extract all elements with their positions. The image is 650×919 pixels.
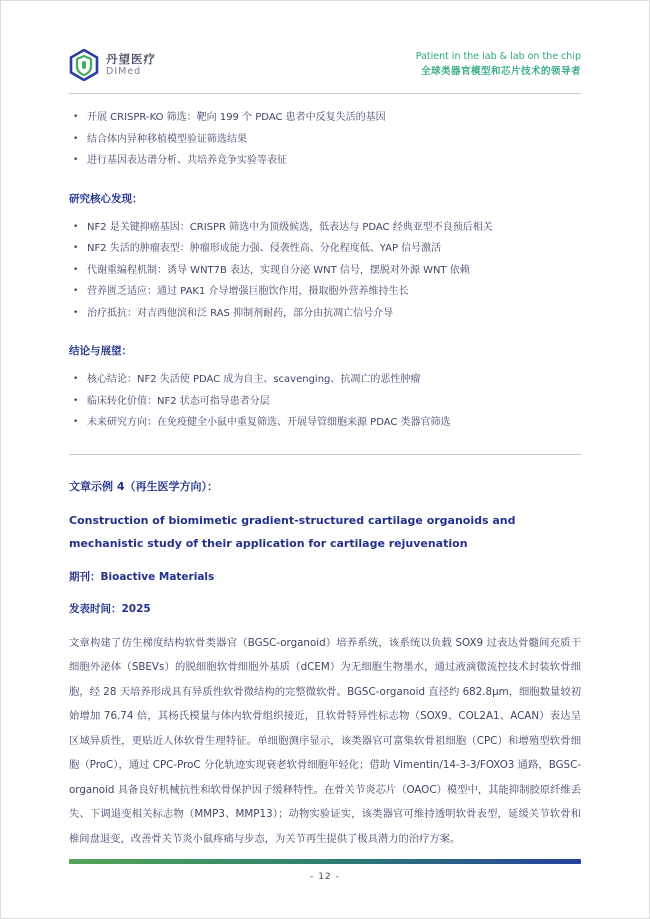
journal-line [69, 567, 581, 587]
footer-gradient-bar [69, 859, 581, 864]
page-footer [69, 859, 581, 882]
conclusion-heading: 结论与展望： [69, 345, 132, 357]
list-item: • 临床转化价值：NF2 状态可指导患者分层 [73, 391, 581, 413]
list-item: • 营养匮乏适应：通过 PAK1 介导增强巨胞饮作用，摄取胞外营养维持生长 [73, 281, 581, 303]
header-divider [69, 93, 581, 94]
tagline-chinese: 全球类器官模型和芯片技术的领导者 [420, 66, 581, 77]
publish-date-label: 发表时间： [69, 602, 122, 615]
dimed-logo-icon [69, 49, 99, 81]
list-item: • 未来研究方向：在免疫健全小鼠中重复筛选、开展导管细胞来源 PDAC 类器官筛选 [73, 412, 581, 434]
findings-heading: 研究核心发现： [69, 192, 143, 205]
list-item: • 核心结论：NF2 失活使 PDAC 成为自主、scavenging、抗凋亡的恶性肿瘤 [73, 369, 581, 391]
logo-name-en: DIMed [106, 66, 142, 77]
intro-bullet-list [69, 107, 581, 172]
article-title: Construction of biomimetic gradient-structured cartilage organoids and mechanistic study of their application for cartilage rejuvenation [69, 513, 516, 550]
publish-date-value: 2025 [121, 602, 151, 615]
list-item: • 代谢重编程机制：诱导 WNT7B 表达，实现自分泌 WNT 信号，摆脱对外源 WNT 依赖 [73, 260, 581, 282]
journal-label: 期刊： [69, 570, 101, 583]
list-item: • NF2 是关键抑癌基因：CRISPR 筛选中为顶级候选，低表达与 PDAC 经典亚型不良预后相关 [73, 217, 581, 239]
section-divider [69, 454, 581, 455]
journal-value: Bioactive Materials [100, 570, 215, 583]
list-item: • 进行基因表达谱分析、共培养竞争实验等表征 [73, 150, 581, 172]
article-abstract: 文章构建了仿生梯度结构软骨类器官（BGSC-organoid）培养系统，该系统以负载 SOX9 过表达骨髓间充质干细胞外泌体（SBEVs）的脱细胞软骨细胞外基质（dCEM）为无细胞生物墨水，通过液滴微流控技术封装软骨细胞，经 28 天培养形成具有异质性软骨微结构的完整微软骨。BGSC-organoid 直径约 682.8μm，细胞数量较初始增加 76.74 倍，其杨氏模量与体内软骨组织接近，且软骨特异性标志物（SOX9、COL2A1、ACAN）表达呈区域异质性，更贴近人体软骨生理特征。单细胞测序显示，该类器官可富集软骨祖细胞（CPC）和增殖型软骨细胞（ProC），通过 CPC-ProC 分化轨迹实现衰老软骨细胞年轻化；借助 Vimentin/14-3-3/FOXO3 通路，BGSC-organoid 具备良好机械抗性和软骨保护因子缓释特性。在骨关节炎芯片（OAOC）模型中，其能抑制胶原纤维丢失、下调退变相关标志物（MMP3、MMP13）；动物实验证实，该类器官可维持透明软骨表型，延缓关节软骨和椎间盘退变，改善骨关节炎小鼠疼痛与步态，为关节再生提供了极具潜力的治疗方案。 [69, 636, 581, 845]
list-item: • 开展 CRISPR-KO 筛选：靶向 199 个 PDAC 患者中反复失活的基因 [73, 107, 581, 129]
list-item: • NF2 失活的肿瘤表型：肿瘤形成能力强、侵袭性高、分化程度低、YAP 信号激活 [73, 238, 581, 260]
conclusion-bullet-list [69, 369, 581, 434]
page-number: - 12 - [310, 872, 340, 882]
findings-bullet-list [69, 217, 581, 325]
header-taglines [416, 49, 581, 79]
list-item: • 结合体内异种移植模型验证筛选结果 [73, 129, 581, 151]
logo-text [106, 52, 156, 78]
logo-name-cn: 丹望医疗 [106, 52, 156, 66]
dimed-logo [69, 49, 156, 81]
page-header [69, 49, 581, 81]
tagline-english: Patient in the lab & lab on the chip [415, 51, 581, 62]
list-item: • 治疗抵抗：对吉西他滨和泛 RAS 抑制剂耐药，部分由抗凋亡信号介导 [73, 303, 581, 325]
article-example-heading: 文章示例 4（再生医学方向）： [69, 479, 218, 493]
publish-date-line [69, 599, 581, 619]
